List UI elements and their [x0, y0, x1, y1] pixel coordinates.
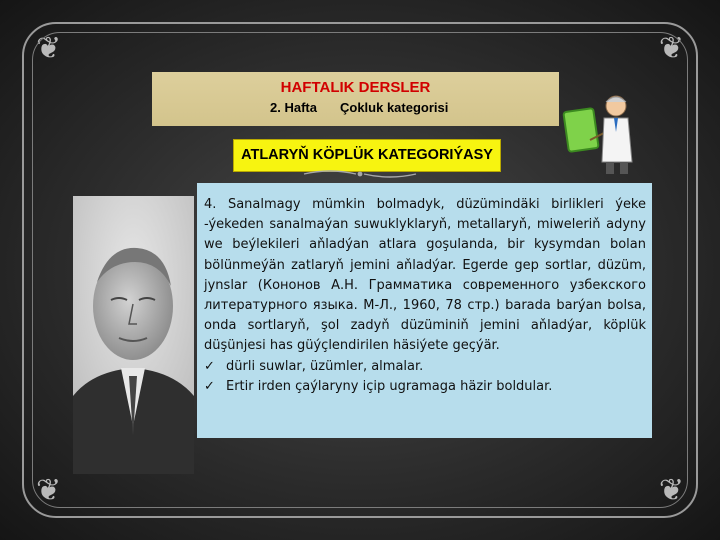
header-title: HAFTALIK DERSLER — [280, 79, 431, 96]
ornament-divider-icon — [300, 168, 420, 180]
portrait-photo — [73, 196, 194, 474]
list-item-text: Ertir irden çaýlaryny içip ugramaga häzir boldular. — [226, 378, 553, 394]
corner-scroll-icon: ❦ — [658, 32, 684, 65]
list-item — [204, 377, 646, 397]
header-week: 2. Hafta — [270, 100, 317, 115]
header-topic: Çokluk kategorisi — [340, 100, 449, 115]
checkmark-icon: ✓ — [204, 378, 215, 394]
corner-scroll-icon: ❦ — [36, 474, 62, 507]
list-item — [204, 357, 646, 377]
header-banner — [152, 72, 559, 126]
teacher-with-pointer-icon — [562, 88, 638, 178]
list-item-text: dürli suwlar, üzümler, almalar. — [226, 358, 424, 374]
corner-scroll-icon: ❦ — [36, 32, 62, 65]
subtitle-banner: ATLARYŇ KÖPLÜK KATEGORIÝASY — [233, 139, 501, 172]
body-paragraph: 4. Sanalmagy mümkin bolmadyk, düzümindäki birlikleri ýeke -ýekeden sanalmaýan suwuklyklaryň, metallaryň, miweleriň adyny we beýlekileri aňladýan atlara goşulanda, bir kysymdan bolan bölünmeýän zatlaryň jemini aňladýar. Egerde gep sortlar, düzüm, jynslar (Кононов А.Н. Грамматика современного узбекского литературного языка. М-Л., 1960, 78 стр.) barada barýan bolsa, onda sortlaryň, şol zadyň düzüminiň jemini aňladýar, köplük düşünjesi has güýçlendirilen häsiýete geçýär. — [204, 197, 646, 354]
content-text-box — [197, 183, 652, 438]
checkmark-icon: ✓ — [204, 358, 215, 374]
corner-scroll-icon: ❦ — [658, 474, 684, 507]
